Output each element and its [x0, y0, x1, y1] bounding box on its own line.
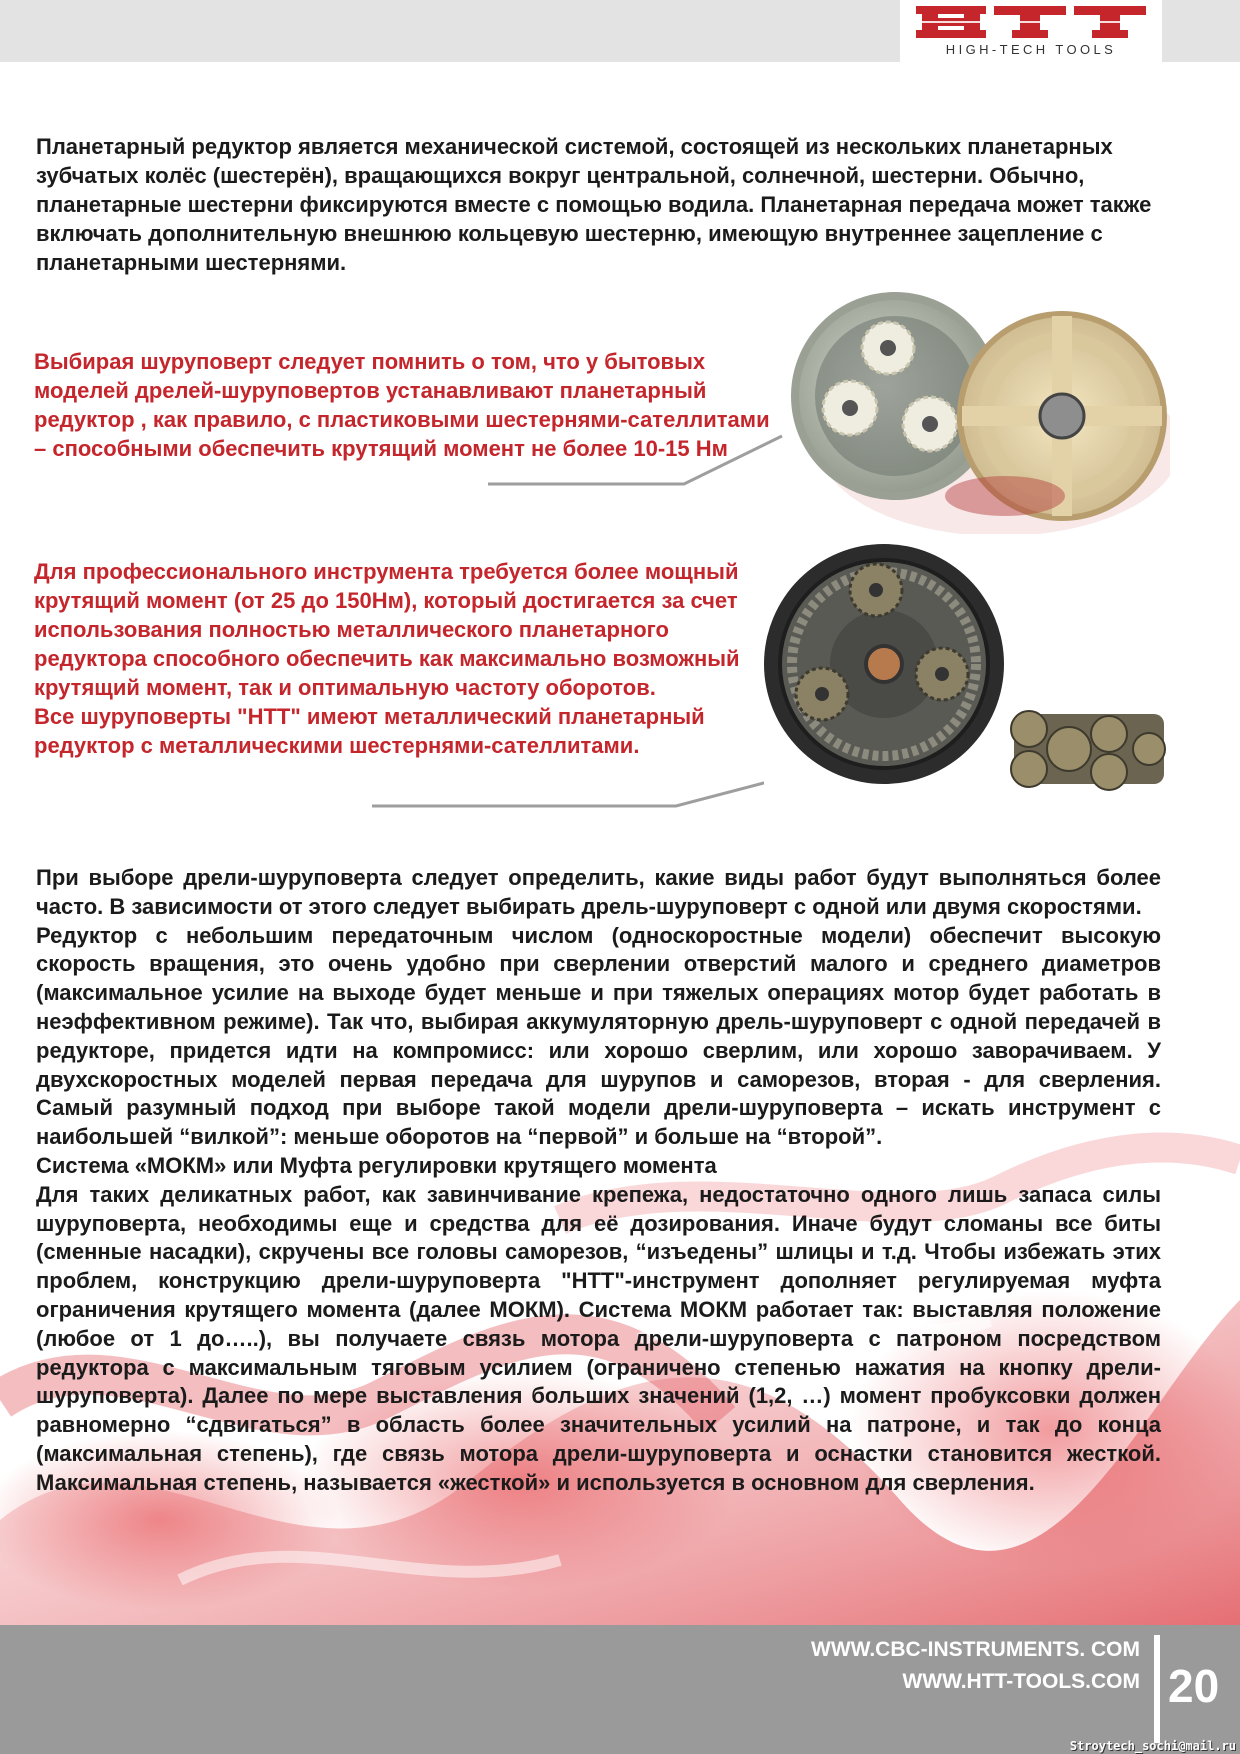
body-paragraph-mokm: Для таких деликатных работ, как завинчивание крепежа, недостаточно одного лишь запаса силы шуруповерта, необходимы еще и средства для её дозирования. Иначе будут сломаны все биты (сменные насадки), скручены все головы саморезов, “изъедены” шлицы и т.д. Чтобы избежать этих проблем, конструкцию дрели-шуруповерта "HTT"-инструмент дополняет регулируемая муфта ограничения крутящего момента (далее МОКМ). Система МОКМ работает так: выставляя положение (любое от 1 до…..), вы получаете связь мотора дрели-шуруповерта с патроном посредством редуктора с максимальным тяговым усилием (ограничено степенью нажатия на кнопку дрели-шуруповерта). Далее по мере выставления больших значений (1,2, …) момент пробуксовки должен равномерно “сдвигаться” в область более значительных усилий на патроне, и так до конца (максимальная степень), где связь мотора дрели-шуруповерта и оснастки становится жесткой. Максимальная степень, называется «жесткой» и используется в основном для сверления. — [36, 1181, 1161, 1495]
footer-url-cbc[interactable]: WWW.CBC-INSTRUMENTS. COM — [811, 1638, 1140, 1661]
callout-htt-text: Все шуруповерты "HTT" имеют металлический планетарный редуктор с металлическими шестернями-сателлитами. — [34, 704, 705, 758]
main-body-text — [36, 864, 1161, 1498]
callout-plastic-gears: Выбирая шуруповерт следует помнить о том, что у бытовых моделей дрелей-шуруповертов устанавливают планетарный редуктор , как правило, с пластиковыми шестернями-сателлитами – способными обеспечить крутящий момент не более 10-15 Нм — [34, 349, 770, 461]
page-number: 20 — [1168, 1660, 1220, 1712]
htt-logo-mark — [908, 4, 1154, 40]
footer-divider — [1154, 1635, 1160, 1743]
footer-bar — [0, 1625, 1240, 1754]
logo-subtitle: HIGH-TECH TOOLS — [945, 42, 1117, 57]
callout-metal-gears — [34, 557, 774, 760]
section-heading-mokm: Система «МОКМ» или Муфта регулировки крутящего момента — [36, 1152, 717, 1178]
intro-paragraph: Планетарный редуктор является механической системой, состоящей из нескольких планетарных зубчатых колёс (шестерён), вращающихся вокруг центральной, солнечной, шестерни. Обычно, планетарные шестерни фиксируются вместе с помощью водила. Планетарная передача может также включать дополнительную внешнюю кольцевую шестерню, имеющую внутреннее зацепление с планетарными шестернями. — [36, 134, 1152, 275]
metal-gearbox-photo — [764, 534, 1184, 824]
callout-pointer-1 — [486, 430, 786, 490]
callout-metal-text: Для профессионального инструмента требуется более мощный крутящий момент (от 25 до 150Нм), который достигается за счет использования полностью металлического планетарного редуктора способного обеспечить как максимально возможный крутящий момент, так и оптимальную частоту оборотов. — [34, 559, 740, 700]
credit-email: Stroytech_sochi@mail.ru — [1069, 1739, 1236, 1753]
footer-url-htt[interactable]: WWW.HTT-TOOLS.COM — [902, 1670, 1140, 1693]
htt-logo — [900, 0, 1162, 62]
body-paragraph-reducer: Редуктор с небольшим передаточным числом (односкоростные модели) обеспечит высокую скорость вращения, это очень удобно при сверлении отверстий малого и среднего диаметров (максимальное усилие на выходе будет меньше и при тяжелых операциях мотор будет работать в неэффективном режиме). Так что, выбирая аккумуляторную дрель-шуруповерт с одной передачей в редукторе, придется идти на компромисс: или хорошо сверлим, или хорошо заворачиваем. У двухскоростных моделей первая передача для шурупов и саморезов, вторая - для сверления. Самый разумный подход при выборе такой модели дрели-шуруповерта – искать инструмент с наибольшей “вилкой”: меньше оборотов на “первой” и больше на “второй”. — [36, 922, 1161, 1150]
body-paragraph-choice: При выборе дрели-шуруповерта следует определить, какие виды работ будут выполняться более часто. В зависимости от этого следует выбирать дрель-шуруповерт с одной или двумя скоростями. — [36, 865, 1161, 919]
plastic-gearbox-photo — [790, 286, 1170, 536]
